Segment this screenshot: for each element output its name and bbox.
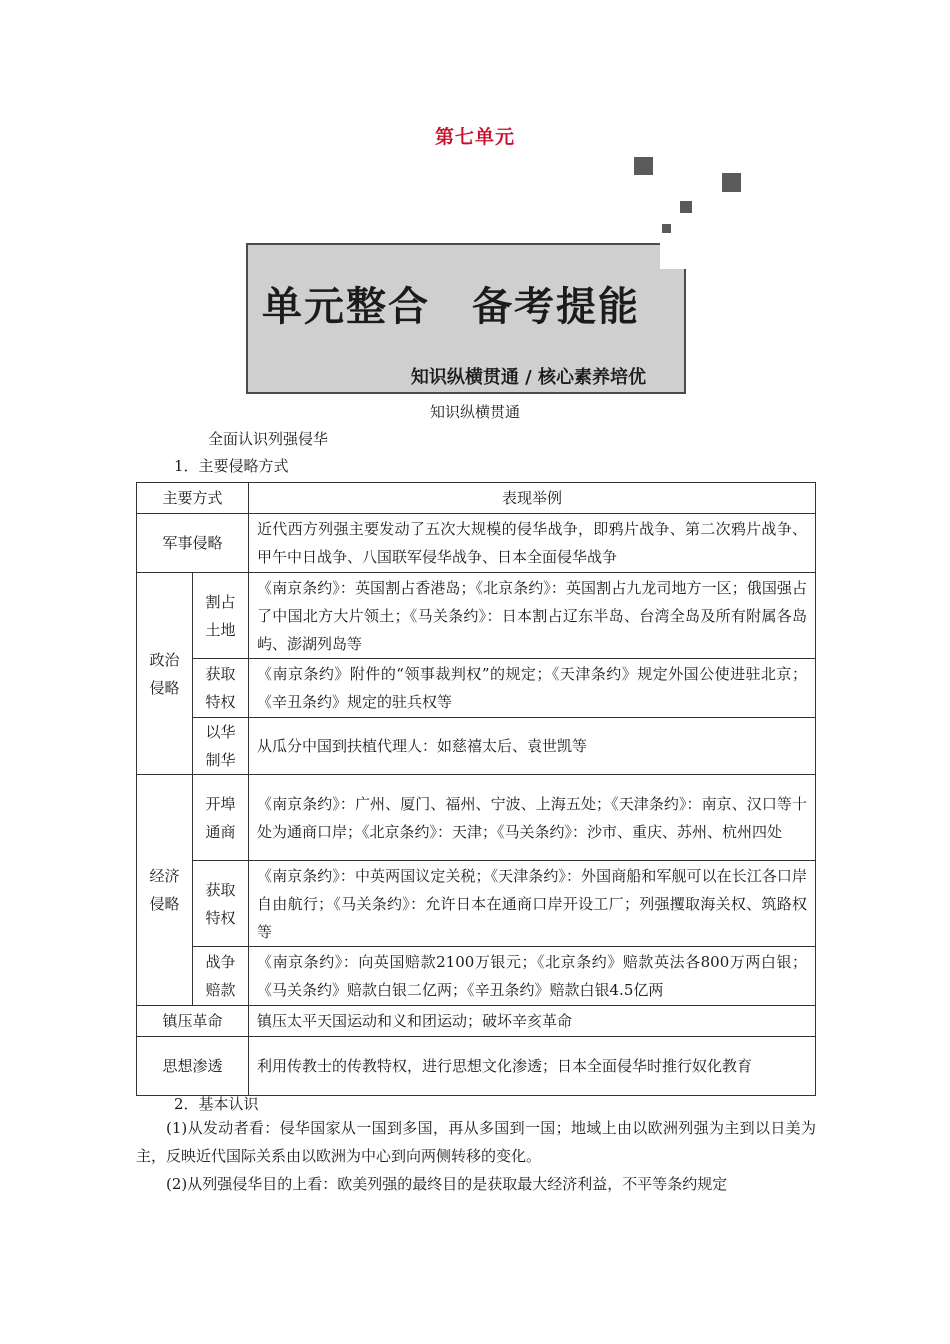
subheading-2: 2．基本认识 bbox=[174, 1095, 259, 1113]
unit-banner bbox=[246, 243, 686, 394]
row-label: 镇压革命 bbox=[137, 1006, 249, 1037]
invasion-table bbox=[136, 482, 816, 1096]
table-header-row bbox=[137, 483, 816, 514]
decor-square bbox=[722, 173, 741, 192]
topic-heading: 全面认识列强侵华 bbox=[208, 430, 329, 448]
sub-label: 以华制华 bbox=[193, 718, 249, 775]
row-desc: 《南京条约》：英国割占香港岛；《北京条约》：英国割占九龙司地方一区；俄国强占了中国北方大片领土；《马关条约》：日本割占辽东半岛、台湾全岛及所有附属各岛屿、澎湖列岛等 bbox=[249, 573, 816, 659]
table-row bbox=[137, 775, 816, 861]
header-cell: 主要方式 bbox=[137, 483, 249, 514]
subheading-1: 1．主要侵略方式 bbox=[174, 457, 289, 475]
row-desc: 从瓜分中国到扶植代理人：如慈禧太后、袁世凯等 bbox=[249, 718, 816, 775]
row-desc: 近代西方列强主要发动了五次大规模的侵华战争，即鸦片战争、第二次鸦片战争、甲午中日战争、八国联军侵华战争、日本全面侵华战争 bbox=[249, 514, 816, 573]
table-row bbox=[137, 947, 816, 1006]
table-row bbox=[137, 514, 816, 573]
header-cell: 表现举例 bbox=[249, 483, 816, 514]
table-row bbox=[137, 718, 816, 775]
sub-label: 获取特权 bbox=[193, 659, 249, 718]
banner-subtitle: 知识纵横贯通 / 核心素养培优 bbox=[410, 367, 646, 388]
row-desc: 《南京条约》：向英国赔款2100万银元；《北京条约》赔款英法各800万两白银；《马关条约》赔款白银二亿两；《辛丑条约》赔款白银4.5亿两 bbox=[249, 947, 816, 1006]
banner-title: 单元整合 备考提能 bbox=[262, 284, 640, 330]
row-desc: 《南京条约》：中英两国议定关税；《天津条约》：外国商船和军舰可以在长江各口岸自由航行；《马关条约》：允许日本在通商口岸开设工厂；列强攫取海关权、筑路权等 bbox=[249, 861, 816, 947]
row-desc: 利用传教士的传教特权，进行思想文化渗透；日本全面侵华时推行奴化教育 bbox=[249, 1037, 816, 1096]
decor-square bbox=[662, 224, 671, 233]
section-heading: 知识纵横贯通 bbox=[429, 403, 520, 421]
row-label: 政治侵略 bbox=[137, 573, 193, 775]
sub-label: 战争赔款 bbox=[193, 947, 249, 1006]
paragraph: (2)从列强侵华目的上看：欧美列强的最终目的是获取最大经济利益，不平等条约规定 bbox=[166, 1175, 728, 1193]
decor-square bbox=[634, 157, 653, 175]
row-desc: 《南京条约》附件的“领事裁判权”的规定；《天津条约》规定外国公使进驻北京；《辛丑条约》规定的驻兵权等 bbox=[249, 659, 816, 718]
table-row bbox=[137, 1006, 816, 1037]
row-label: 经济侵略 bbox=[137, 775, 193, 1006]
table-row bbox=[137, 573, 816, 659]
row-label: 思想渗透 bbox=[137, 1037, 249, 1096]
paragraph: (1)从发动者看：侵华国家从一国到多国，再从多国到一国；地域上由以欧洲列强为主到以日美为主，反映近代国际关系由以欧洲为中心到向两侧转移的变化。 bbox=[136, 1119, 816, 1165]
sub-label: 割占土地 bbox=[193, 573, 249, 659]
table-row bbox=[137, 1037, 816, 1096]
unit-title: 第七单元 bbox=[434, 126, 515, 148]
banner-notch bbox=[660, 243, 686, 269]
row-desc: 《南京条约》：广州、厦门、福州、宁波、上海五处；《天津条约》：南京、汉口等十处为通商口岸；《北京条约》：天津；《马关条约》：沙市、重庆、苏州、杭州四处 bbox=[249, 775, 816, 861]
sub-label: 开埠通商 bbox=[193, 775, 249, 861]
table-row bbox=[137, 861, 816, 947]
decor-square bbox=[680, 201, 692, 213]
table-row bbox=[137, 659, 816, 718]
sub-label: 获取特权 bbox=[193, 861, 249, 947]
row-desc: 镇压太平天国运动和义和团运动；破坏辛亥革命 bbox=[249, 1006, 816, 1037]
row-label: 军事侵略 bbox=[137, 514, 249, 573]
